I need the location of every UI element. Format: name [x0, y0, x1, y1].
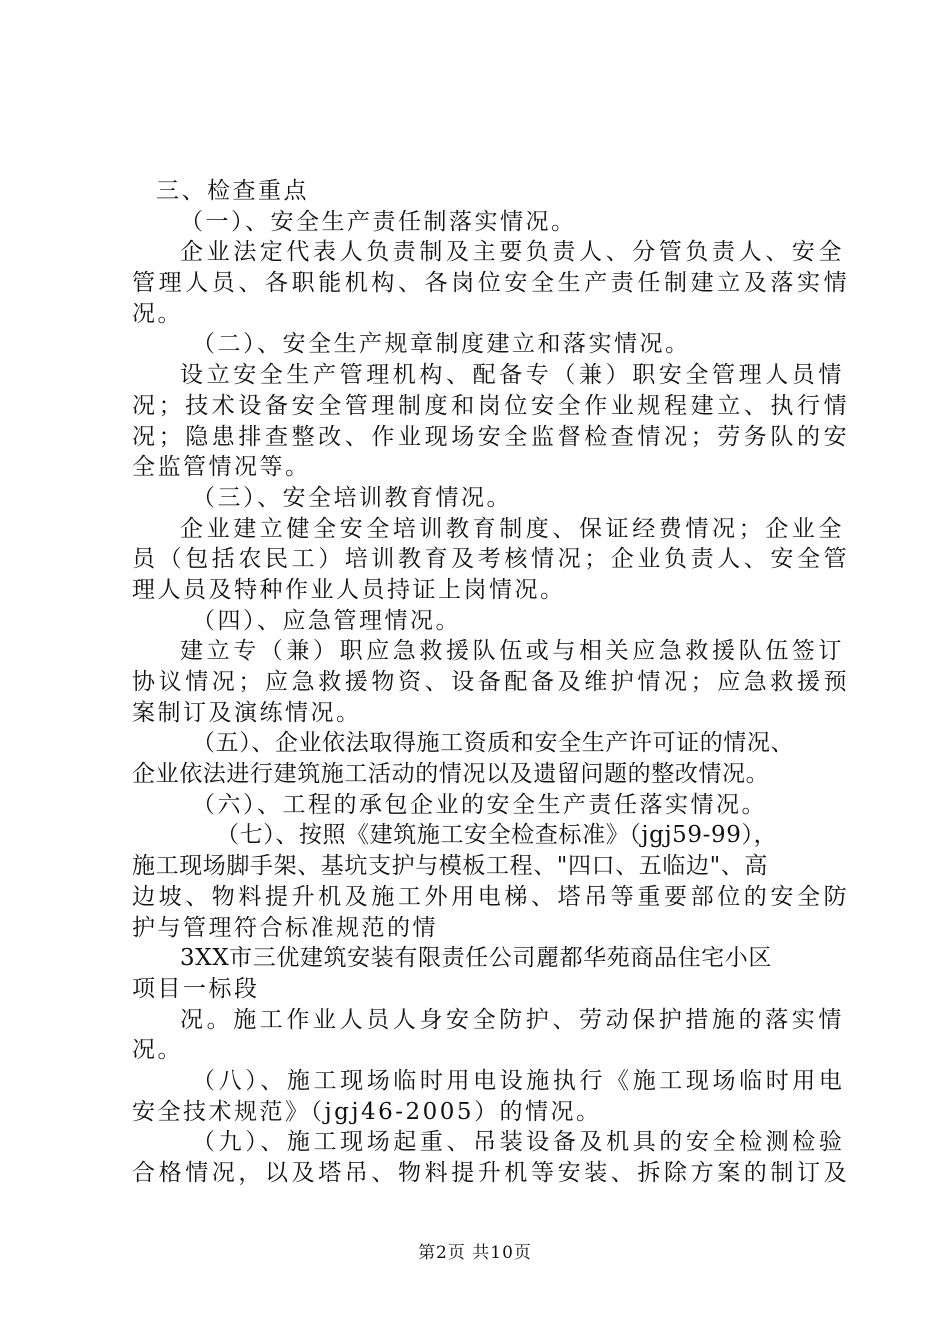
- paragraph-line: 设立安全生产管理机构、配备专（兼）职安全管理人员情: [180, 362, 845, 389]
- paragraph-line: 全监管情况等。: [132, 454, 311, 481]
- subsection-heading-9: （九）、施工现场起重、吊装设备及机具的安全检测检验: [192, 1129, 846, 1156]
- paragraph-line: 况。: [132, 300, 183, 327]
- paragraph-line: 边坡、物料提升机及施工外用电梯、塔吊等重要部位的安全防: [132, 883, 851, 910]
- subsection-heading-2: （二）、安全生产规章制度建立和落实情况。: [192, 331, 691, 358]
- paragraph-line: 建立专（兼）职应急救援队伍或与相关应急救援队伍签订: [180, 638, 845, 665]
- paragraph-line: 企业法定代表人负责制及主要负责人、分管负责人、安全: [180, 239, 845, 266]
- paragraph-line: 案制订及演练情况。: [132, 699, 362, 726]
- paragraph-line: 况。: [132, 1037, 183, 1064]
- paragraph-line: 员（包括农民工）培训教育及考核情况；企业负责人、安全管: [132, 546, 851, 573]
- paragraph-line: 施工现场脚手架、基坑支护与模板工程、"四口、五临边"、高: [132, 853, 768, 880]
- paragraph-line: 企业依法进行建筑施工活动的情况以及遗留问题的整改情况。: [132, 761, 770, 788]
- paragraph-line: 况；技术设备安全管理制度和岗位安全作业规程建立、执行情: [132, 392, 851, 419]
- document-body: [132, 176, 851, 1189]
- subsection-heading-8: （八）、施工现场临时用电设施执行《施工现场临时用电: [192, 1067, 846, 1094]
- subsection-heading-4: （四）、应急管理情况。: [192, 607, 461, 634]
- paragraph-line: 协议情况；应急救援物资、设备配备及维护情况；应急救援预: [132, 669, 851, 695]
- paragraph-line: 护与管理符合标准规范的情: [132, 914, 438, 941]
- page-number-footer: 第2页 共10页: [418, 1243, 532, 1263]
- document-header-note: 项目一标段: [132, 975, 260, 1002]
- document-header-note: 3XX市三优建筑安装有限责任公司麗都华苑商品住宅小区: [180, 945, 772, 972]
- subsection-heading-3: （三）、安全培训教育情况。: [192, 484, 512, 511]
- paragraph-line: 况；隐患排查整改、作业现场安全监督检查情况；劳务队的安: [132, 423, 851, 450]
- paragraph-line: 合格情况，以及塔吊、物料提升机等安装、拆除方案的制订及: [132, 1160, 851, 1186]
- subsection-heading-1: （一）、安全生产责任制落实情况。: [180, 208, 577, 235]
- subsection-heading-6: （六）、工程的承包企业的安全生产责任落实情况。: [192, 791, 767, 818]
- subsection-heading-7: （七）、按照《建筑施工安全检查标准》（jgj59-99），: [216, 822, 778, 849]
- paragraph-line: 管理人员、各职能机构、各岗位安全生产责任制建立及落实情: [132, 270, 851, 297]
- section-heading: 三、检查重点: [156, 178, 309, 204]
- paragraph-line: 安全技术规范》（jgj46-2005）的情况。: [132, 1098, 602, 1125]
- paragraph-line: 理人员及特种作业人员持证上岗情况。: [132, 576, 566, 603]
- subsection-heading-5: （五）、企业依法取得施工资质和安全生产许可证的情况、: [192, 730, 795, 757]
- paragraph-line: 况。施工作业人员人身安全防护、劳动保护措施的落实情: [180, 1006, 845, 1033]
- paragraph-line: 企业建立健全安全培训教育制度、保证经费情况；企业全: [180, 515, 845, 542]
